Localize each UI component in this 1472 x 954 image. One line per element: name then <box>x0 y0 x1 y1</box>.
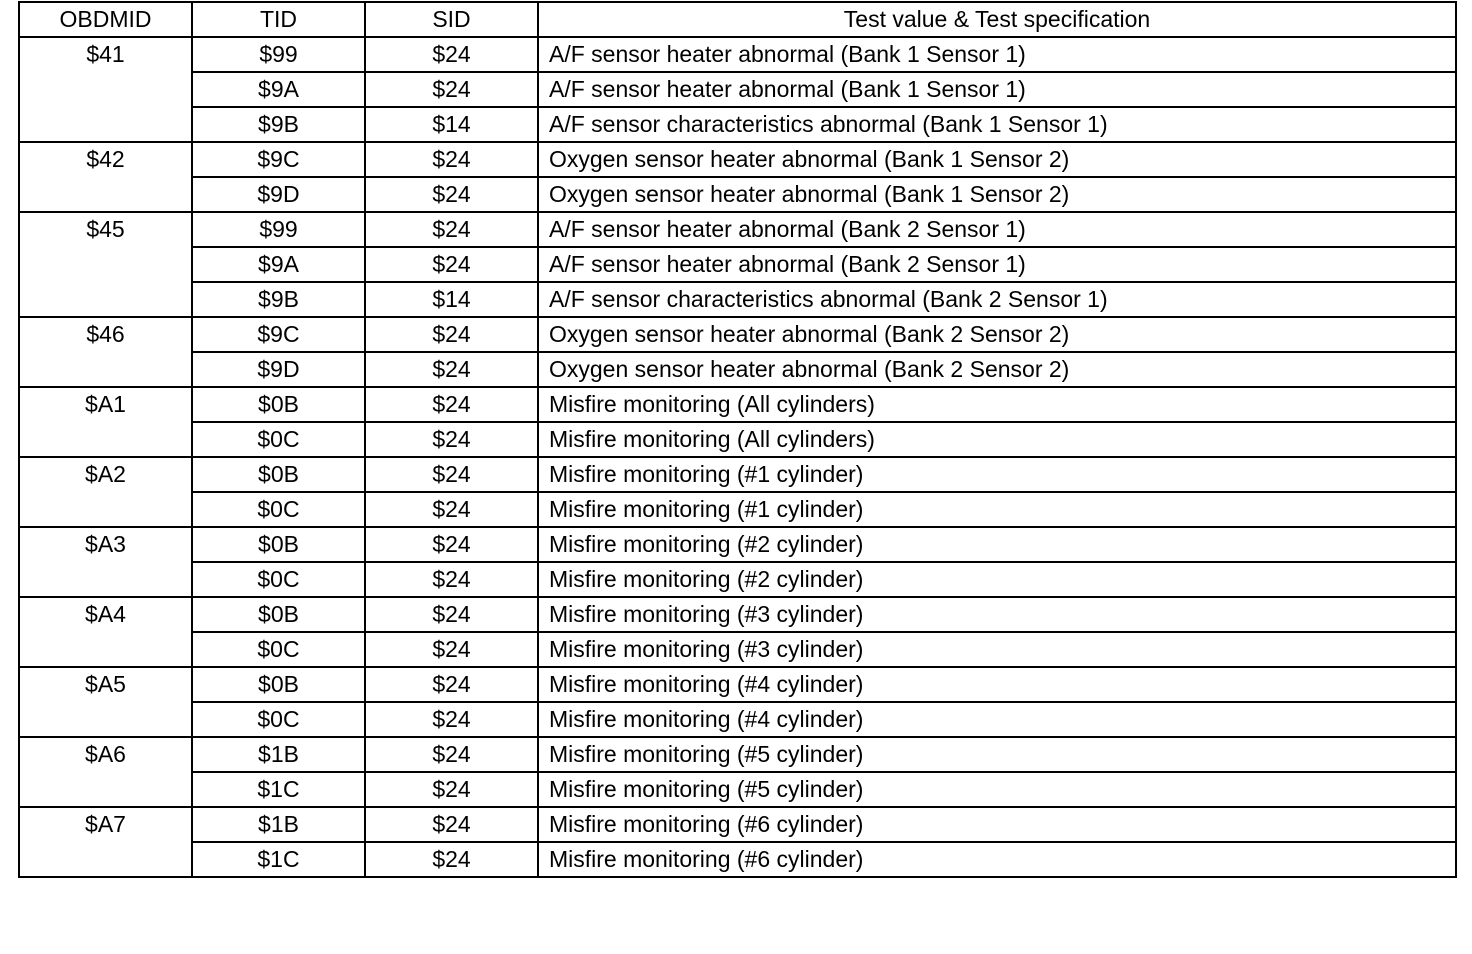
cell-test-value: Oxygen sensor heater abnormal (Bank 1 Sensor 2) <box>538 142 1456 177</box>
cell-sid: $24 <box>365 702 538 737</box>
table-row <box>19 107 1456 142</box>
table-body <box>19 37 1456 877</box>
table-row <box>19 737 1456 772</box>
cell-test-value: Misfire monitoring (#3 cylinder) <box>538 632 1456 667</box>
cell-sid: $24 <box>365 492 538 527</box>
table-row <box>19 352 1456 387</box>
cell-test-value: Misfire monitoring (#4 cylinder) <box>538 667 1456 702</box>
cell-test-value: A/F sensor heater abnormal (Bank 2 Sensor 1) <box>538 212 1456 247</box>
cell-test-value: A/F sensor characteristics abnormal (Bank 2 Sensor 1) <box>538 282 1456 317</box>
cell-test-value: Misfire monitoring (#3 cylinder) <box>538 597 1456 632</box>
table-row <box>19 212 1456 247</box>
cell-tid: $9B <box>192 107 365 142</box>
cell-sid: $24 <box>365 737 538 772</box>
cell-sid: $24 <box>365 807 538 842</box>
cell-sid: $24 <box>365 37 538 72</box>
cell-sid: $14 <box>365 282 538 317</box>
cell-tid: $9C <box>192 142 365 177</box>
cell-tid: $9B <box>192 282 365 317</box>
cell-sid: $24 <box>365 142 538 177</box>
table-row <box>19 317 1456 352</box>
cell-obdmid: $42 <box>19 142 192 212</box>
cell-tid: $9C <box>192 317 365 352</box>
table-row <box>19 702 1456 737</box>
table-row <box>19 667 1456 702</box>
cell-tid: $9D <box>192 352 365 387</box>
header-test-value: Test value & Test specification <box>538 2 1456 37</box>
table-row <box>19 842 1456 877</box>
table-row <box>19 597 1456 632</box>
cell-obdmid: $A5 <box>19 667 192 737</box>
cell-sid: $24 <box>365 667 538 702</box>
cell-tid: $1C <box>192 842 365 877</box>
cell-tid: $1B <box>192 807 365 842</box>
cell-tid: $1C <box>192 772 365 807</box>
cell-obdmid: $A1 <box>19 387 192 457</box>
cell-tid: $99 <box>192 212 365 247</box>
cell-test-value: A/F sensor heater abnormal (Bank 1 Sensor 1) <box>538 37 1456 72</box>
cell-test-value: Oxygen sensor heater abnormal (Bank 2 Sensor 2) <box>538 352 1456 387</box>
table-row <box>19 562 1456 597</box>
cell-test-value: A/F sensor heater abnormal (Bank 1 Sensor 1) <box>538 72 1456 107</box>
cell-sid: $24 <box>365 177 538 212</box>
table-header <box>19 2 1456 37</box>
cell-sid: $24 <box>365 247 538 282</box>
cell-test-value: Misfire monitoring (#6 cylinder) <box>538 842 1456 877</box>
table-row <box>19 807 1456 842</box>
cell-sid: $24 <box>365 842 538 877</box>
cell-sid: $24 <box>365 632 538 667</box>
table-row <box>19 282 1456 317</box>
cell-tid: $9D <box>192 177 365 212</box>
cell-sid: $24 <box>365 387 538 422</box>
cell-obdmid: $45 <box>19 212 192 317</box>
cell-tid: $0C <box>192 702 365 737</box>
cell-obdmid: $A3 <box>19 527 192 597</box>
table-row <box>19 37 1456 72</box>
cell-sid: $24 <box>365 597 538 632</box>
cell-test-value: Misfire monitoring (#1 cylinder) <box>538 457 1456 492</box>
cell-test-value: Misfire monitoring (#2 cylinder) <box>538 527 1456 562</box>
cell-test-value: Misfire monitoring (#2 cylinder) <box>538 562 1456 597</box>
cell-sid: $24 <box>365 562 538 597</box>
cell-obdmid: $A4 <box>19 597 192 667</box>
cell-sid: $24 <box>365 352 538 387</box>
cell-test-value: Misfire monitoring (All cylinders) <box>538 422 1456 457</box>
cell-tid: $0B <box>192 387 365 422</box>
cell-test-value: Oxygen sensor heater abnormal (Bank 2 Sensor 2) <box>538 317 1456 352</box>
cell-tid: $0C <box>192 492 365 527</box>
obd-monitor-table <box>18 1 1457 878</box>
cell-sid: $24 <box>365 212 538 247</box>
cell-obdmid: $A7 <box>19 807 192 877</box>
table-row <box>19 247 1456 282</box>
cell-tid: $1B <box>192 737 365 772</box>
cell-test-value: Misfire monitoring (#4 cylinder) <box>538 702 1456 737</box>
cell-tid: $0B <box>192 457 365 492</box>
table-row <box>19 72 1456 107</box>
cell-obdmid: $46 <box>19 317 192 387</box>
cell-tid: $0C <box>192 632 365 667</box>
table-row <box>19 632 1456 667</box>
cell-sid: $24 <box>365 317 538 352</box>
cell-sid: $24 <box>365 72 538 107</box>
cell-test-value: Misfire monitoring (#6 cylinder) <box>538 807 1456 842</box>
cell-test-value: Misfire monitoring (#5 cylinder) <box>538 737 1456 772</box>
cell-tid: $0C <box>192 562 365 597</box>
cell-sid: $24 <box>365 422 538 457</box>
table-row <box>19 527 1456 562</box>
header-sid: SID <box>365 2 538 37</box>
table-row <box>19 422 1456 457</box>
table-row <box>19 772 1456 807</box>
cell-obdmid: $A6 <box>19 737 192 807</box>
cell-test-value: Misfire monitoring (#5 cylinder) <box>538 772 1456 807</box>
table-row <box>19 142 1456 177</box>
header-obdmid: OBDMID <box>19 2 192 37</box>
cell-test-value: A/F sensor characteristics abnormal (Bank 1 Sensor 1) <box>538 107 1456 142</box>
table-row <box>19 457 1456 492</box>
table-row <box>19 177 1456 212</box>
header-row <box>19 2 1456 37</box>
cell-sid: $24 <box>365 772 538 807</box>
cell-sid: $24 <box>365 527 538 562</box>
cell-tid: $0C <box>192 422 365 457</box>
cell-obdmid: $A2 <box>19 457 192 527</box>
cell-test-value: A/F sensor heater abnormal (Bank 2 Sensor 1) <box>538 247 1456 282</box>
cell-obdmid: $41 <box>19 37 192 142</box>
cell-test-value: Oxygen sensor heater abnormal (Bank 1 Sensor 2) <box>538 177 1456 212</box>
cell-test-value: Misfire monitoring (All cylinders) <box>538 387 1456 422</box>
cell-tid: $99 <box>192 37 365 72</box>
cell-tid: $9A <box>192 247 365 282</box>
table-row <box>19 387 1456 422</box>
table-row <box>19 492 1456 527</box>
header-tid: TID <box>192 2 365 37</box>
cell-tid: $9A <box>192 72 365 107</box>
cell-sid: $14 <box>365 107 538 142</box>
cell-tid: $0B <box>192 667 365 702</box>
cell-sid: $24 <box>365 457 538 492</box>
cell-tid: $0B <box>192 527 365 562</box>
cell-test-value: Misfire monitoring (#1 cylinder) <box>538 492 1456 527</box>
cell-tid: $0B <box>192 597 365 632</box>
